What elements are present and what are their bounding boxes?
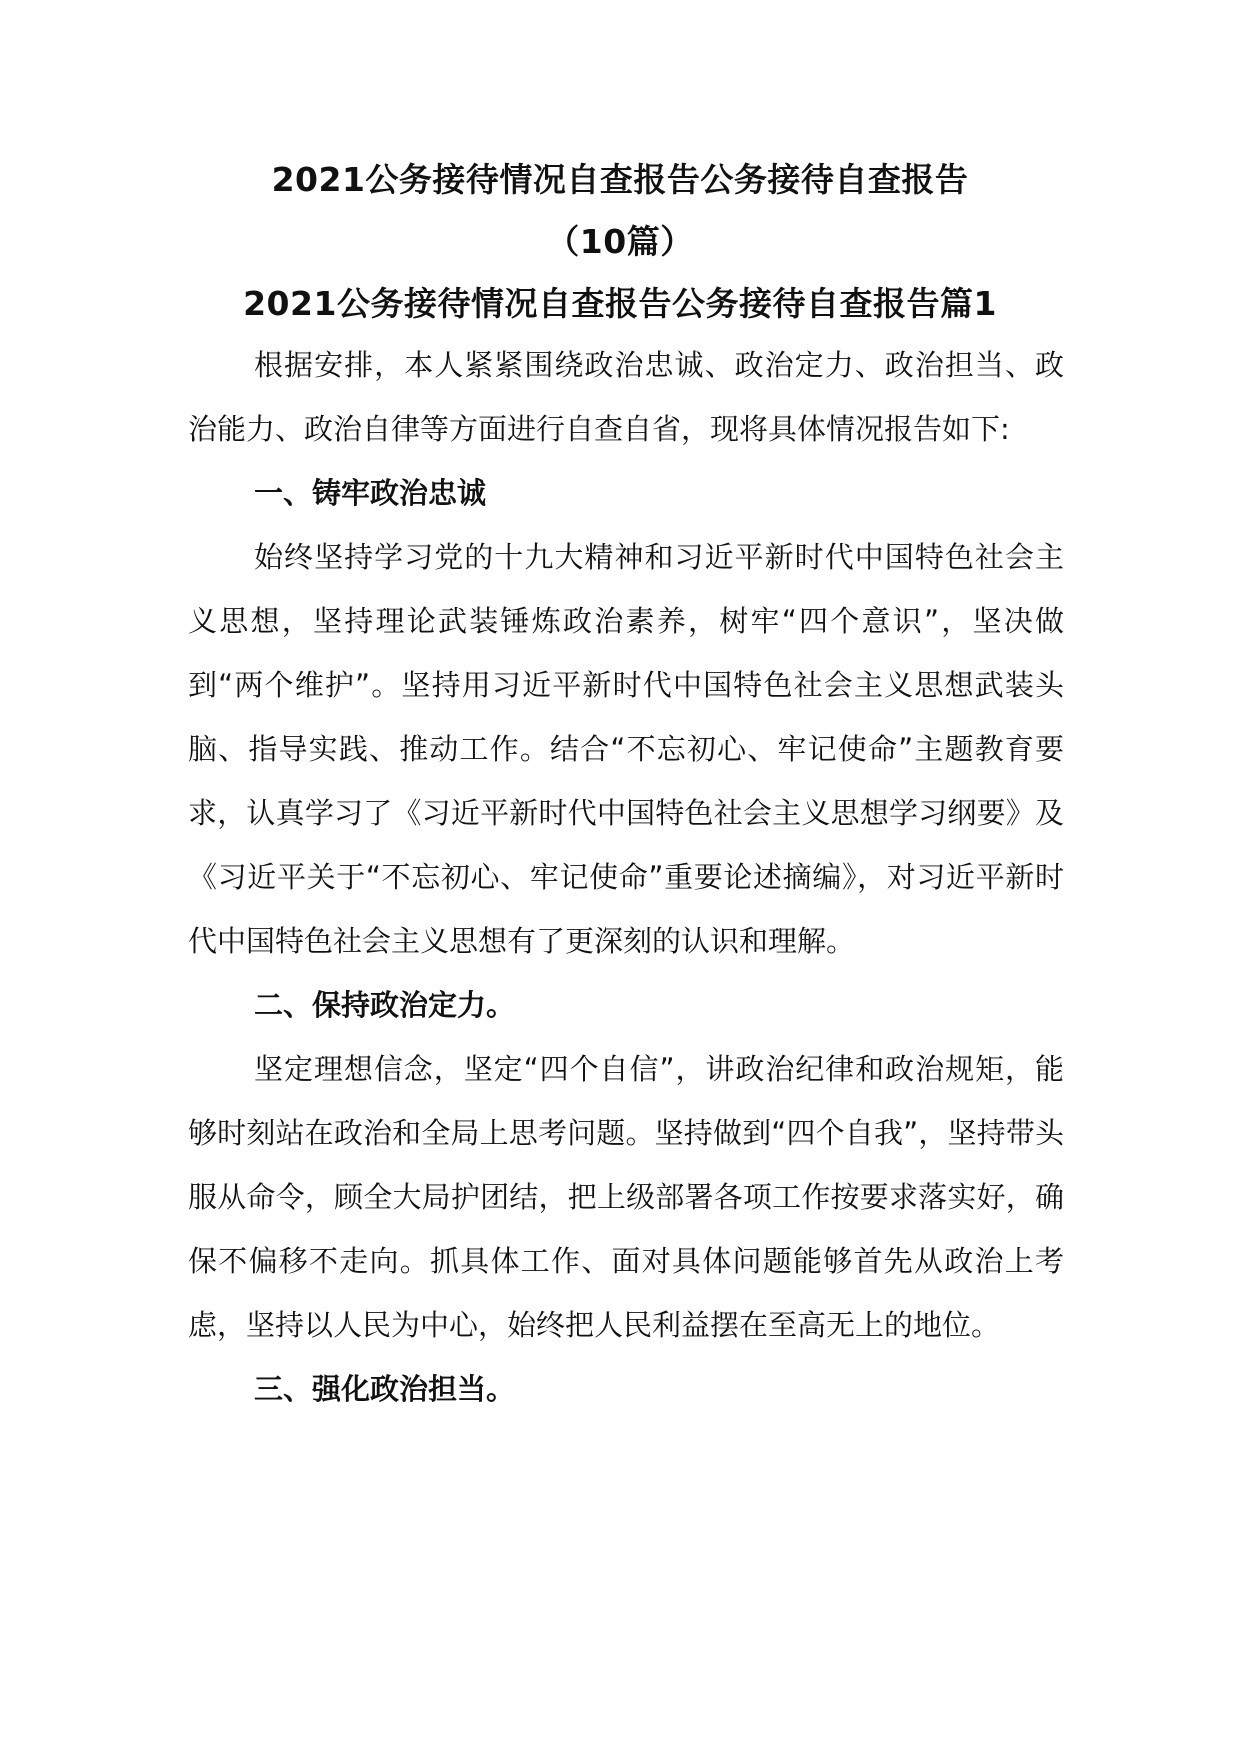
- section-heading-2: 二、保持政治定力。: [254, 988, 516, 1022]
- document-title-line1: 2021公务接待情况自查报告公务接待自查报告: [271, 160, 969, 199]
- section-heading-1: 一、铸牢政治忠诚: [254, 476, 487, 510]
- section-paragraph-1: 始终坚持学习党的十九大精神和习近平新时代中国特色社会主义思想，坚持理论武装锤炼政治素养，树牢“四个意识”，坚决做到“两个维护”。坚持用习近平新时代中国特色社会主义思想武装头脑、指导实践、推动工作。结合“不忘初心、牢记使命”主题教育要求，认真学习了《习近平新时代中国特色社会主义思想学习纲要》及《习近平关于“不忘初心、牢记使命”重要论述摘编》，对习近平新时代中国特色社会主义思想有了更深刻的认识和理解。: [188, 540, 1064, 958]
- section-paragraph-2: 坚定理想信念，坚定“四个自信”，讲政治纪律和政治规矩，能够时刻站在政治和全局上思考问题。坚持做到“四个自我”，坚持带头服从命令，顾全大局护团结，把上级部署各项工作按要求落实好，确保不偏移不走向。抓具体工作、面对具体问题能够首先从政治上考虑，坚持以人民为中心，始终把人民利益摆在至高无上的地位。: [188, 1052, 1064, 1342]
- intro-paragraph: 根据安排，本人紧紧围绕政治忠诚、政治定力、政治担当、政治能力、政治自律等方面进行自查自省，现将具体情况报告如下:: [188, 348, 1064, 446]
- document-subtitle: 2021公务接待情况自查报告公务接待自查报告篇1: [243, 284, 997, 323]
- document-body: [188, 333, 1064, 1421]
- section-heading-3: 三、强化政治担当。: [254, 1372, 516, 1406]
- document-title-line2: （10篇）: [546, 222, 694, 261]
